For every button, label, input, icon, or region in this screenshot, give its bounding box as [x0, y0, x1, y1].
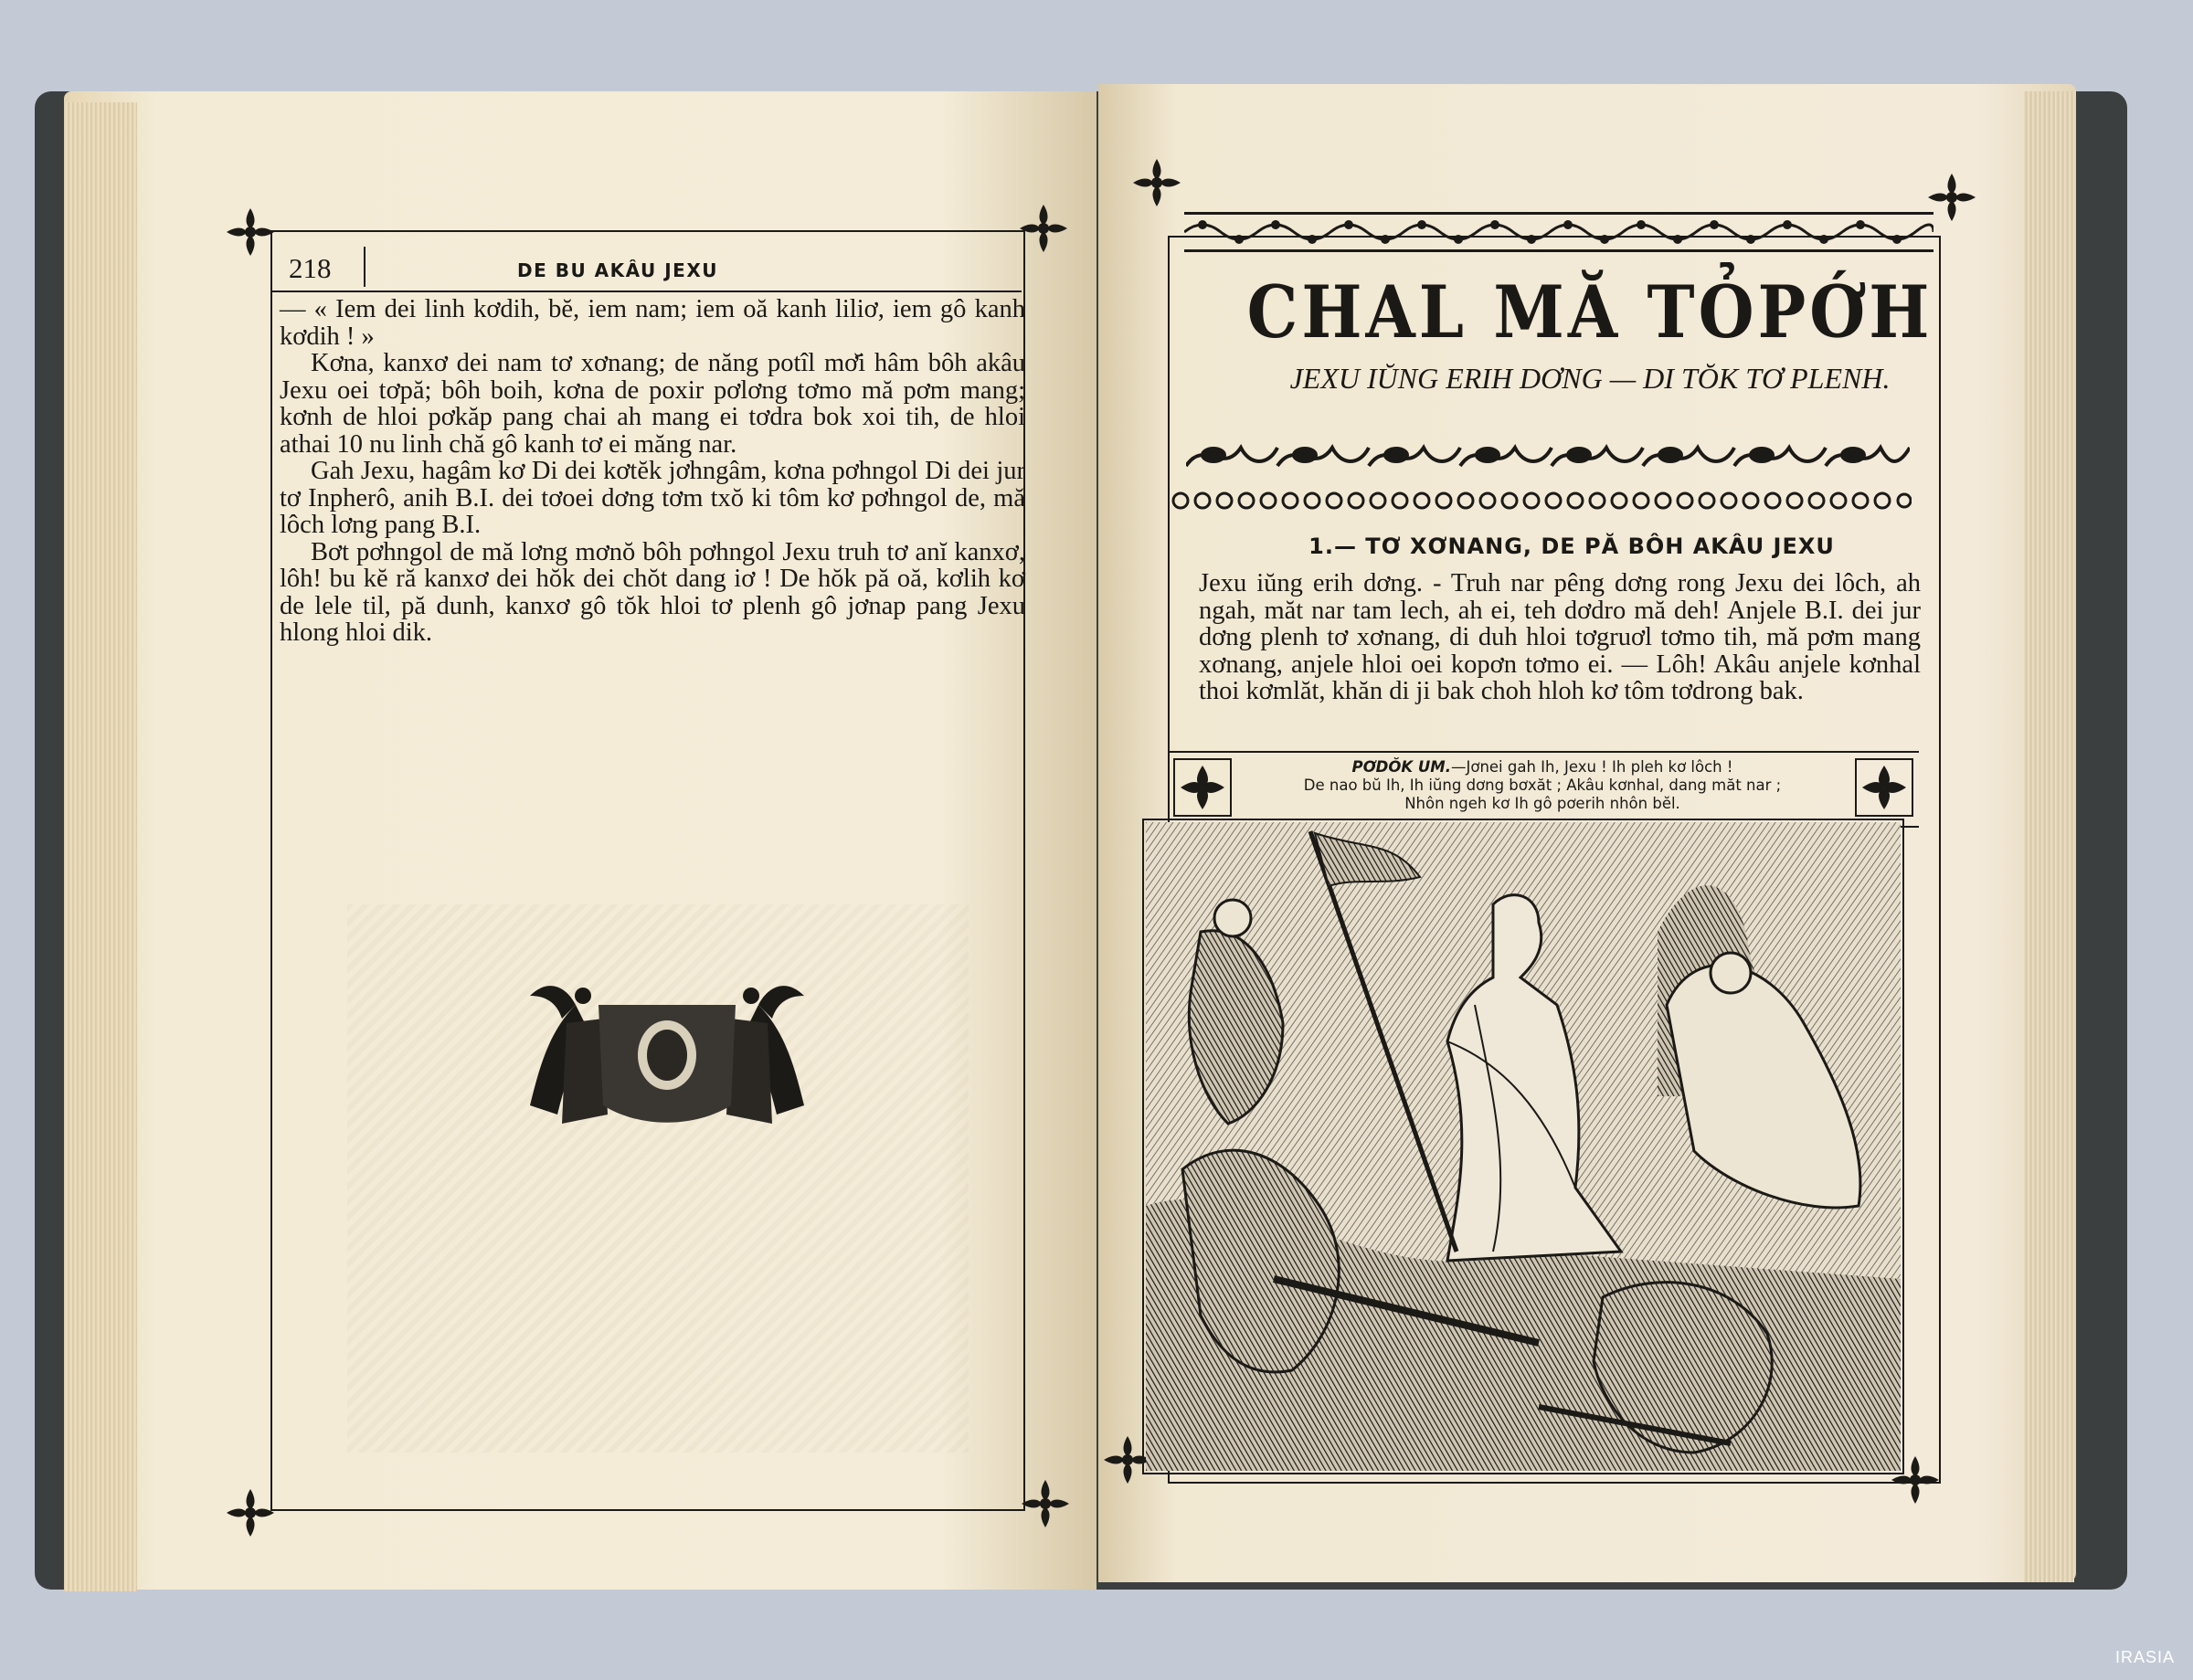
corner-ornament-icon	[1016, 201, 1071, 256]
left-page-header	[289, 247, 1020, 289]
illustration-caption	[1168, 751, 1919, 828]
caption-label: PƠDŎK UM.	[1351, 758, 1451, 776]
corner-ornament-icon	[1018, 1476, 1073, 1531]
paragraph: Bơt pơhngol de mă lơng mơnŏ bôh pơhngol Jexu truh tơ anĭ kanxơ, lôh! bu kĕ ră kanxơ dei hŏk dei chŏt dang iơ ! De hŏk pă oă, kơlih kơ de lele til, pă dunh, kanxơ gô tŏk hloi tơ plenh gô jơnap pang Jexu hlong hloi dik.	[280, 537, 1025, 647]
page-number: 218	[289, 252, 332, 284]
chapter-subtitle: JEXU IŬNG ERIH DƠNG — DI TŎK TƠ PLENH.	[1289, 362, 1891, 395]
floral-border-band	[1184, 210, 1933, 254]
angels-veil-vignette	[512, 968, 822, 1133]
right-page-edges	[2024, 91, 2074, 1582]
section-heading: 1.— TƠ XƠNANG, DE PĂ BÔH AKÂU JEXU	[1308, 534, 1835, 559]
corner-ornament-icon	[1129, 155, 1184, 210]
left-page-edges	[64, 102, 137, 1591]
corner-ornament-icon	[223, 205, 278, 259]
running-head: DE BU AKÂU JEXU	[517, 259, 718, 281]
fleur-ornament-icon	[1173, 758, 1232, 817]
caption-line	[1241, 758, 1844, 777]
paragraph: Kơna, kanxơ dei nam tơ xơnang; de năng potîl mơ̆i hâm bôh akâu Jexu oei tơpă; bôh boih, kơna de poxir pơlơng tơmo mă pơm mang; kơnh de hloi pơkăp pang chai ah mang ei tơdra bok xoi tih, de hloi athai 10 nu linh chă gô kanh tơ ei măng nar.	[280, 349, 1025, 459]
watermark-label: IRASIA	[2114, 1648, 2175, 1666]
fleur-ornament-icon	[1855, 758, 1913, 817]
caption-line-3: Nhôn ngeh kơ Ih gô pơerih nhôn bĕl.	[1404, 795, 1680, 812]
leaf-scroll-ornament	[1186, 429, 1910, 484]
caption-line-1: —Jơnei gah Ih, Jexu ! Ih pleh kơ lôch !	[1450, 758, 1733, 776]
paragraph: — « Iem dei linh kơdih, bĕ, iem nam; iem oă kanh liliơ, iem gô kanh kơdih ! »	[280, 295, 1025, 351]
header-rule	[270, 291, 1022, 292]
header-divider	[364, 247, 366, 287]
chapter-title: CHAL MĂ TỎPỚH	[1246, 269, 1933, 354]
left-page-body	[280, 296, 1025, 647]
right-page-body	[1199, 570, 1921, 705]
chain-border	[1170, 490, 1912, 512]
engraving-border	[1142, 819, 1904, 1474]
caption-line-2: De nao bŭ Ih, Ih iŭng dơng bơxăt ; Akâu kơnhal, dang măt nar ;	[1303, 777, 1782, 794]
paragraph: Jexu iŭng erih dơng. - Truh nar pêng dơng rong Jexu dei lôch, ah ngah, măt nar tam lech, ah ei, teh dơdro mă deh! Anjele B.I. dei jur dơng plenh tơ xơnang, di duh hloi tơgruơl tơmo tih, mă pơm mang xơnang, anjele hloi oei kopơn tơmo ei. — Lôh! Akâu anjele kơnhal thoi kơmlăt, khăn di ji bak choh hloh kơ tôm tơdrong bak.	[1199, 569, 1921, 705]
corner-ornament-icon	[223, 1485, 278, 1540]
paragraph: Gah Jexu, hagâm kơ Di dei kơtĕk jơhngâm, kơna pơhngol Di dei jur tơ Inpherô, anih B.I. dei tơoei dơng tơm txŏ ki tôm kơ pơhngol de, mă lôch lơng pang B.I.	[280, 457, 1025, 539]
